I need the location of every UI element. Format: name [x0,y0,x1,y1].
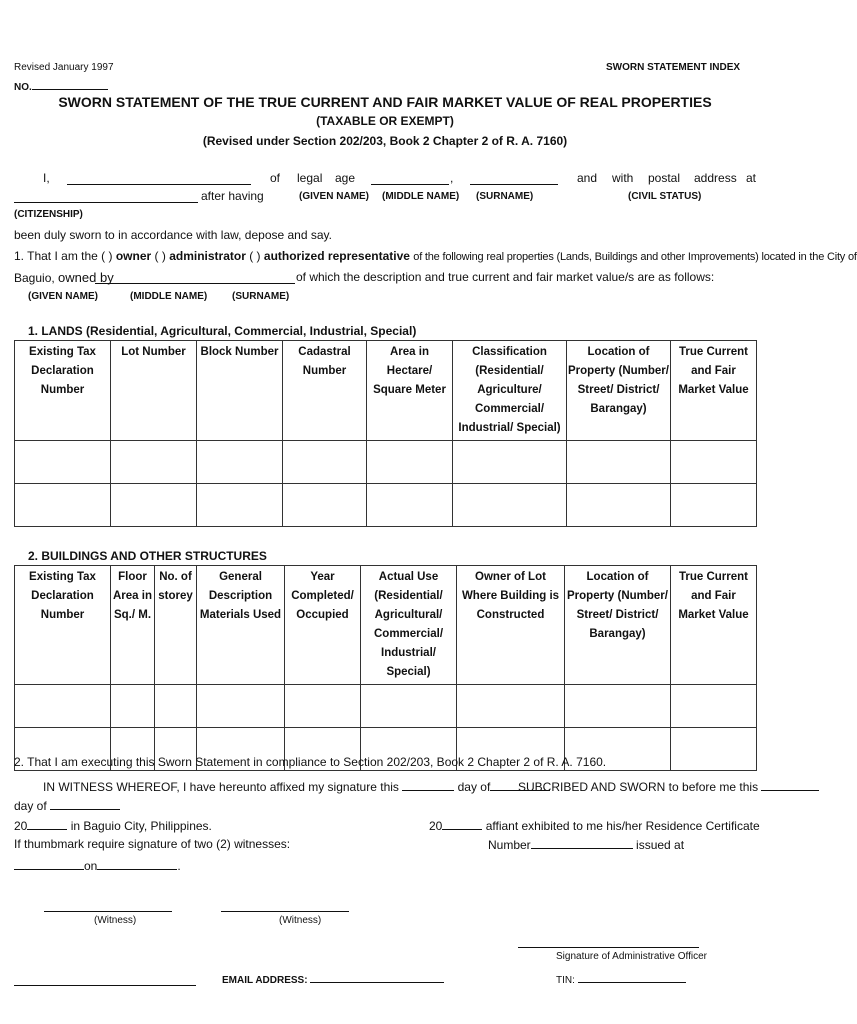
civil-status-line[interactable] [470,184,558,185]
number-text: Number [488,838,531,852]
label-given-name: (GIVEN NAME) [299,191,369,202]
taxable-or-exempt: (TAXABLE OR EXEMPT) [316,114,454,128]
buildings-col-tax-declaration: Existing Tax Declaration Number [15,566,111,685]
thumbmark-text: If thumbmark require signature of two (2) witnesses: [14,837,291,851]
intro-with: with [612,171,634,185]
buildings-table [14,565,757,771]
lands-col-classification: Classification (Residential/ Agriculture/ Commercial/ Industrial/ Special) [453,341,567,441]
table-row [15,441,757,484]
lands-header-row [15,341,757,441]
table-row [15,685,757,728]
buildings-col-market-value: True Current and Fair Market Value [671,566,757,685]
owner-middle-name-label: (MIDDLE NAME) [130,291,208,302]
email-line [222,971,444,986]
table-cell[interactable] [111,685,155,728]
document-number [14,78,108,93]
period-text: . [177,859,181,873]
label-middle-name: (MIDDLE NAME) [382,191,460,202]
intro-and: and [577,171,598,185]
table-cell[interactable] [671,441,757,484]
table-cell[interactable] [671,484,757,527]
witness-1-label: (Witness) [94,915,137,926]
sworn-text: been duly sworn to in accordance with law, depose and say. [14,228,332,242]
intro-age: age [335,171,356,185]
table-cell[interactable] [367,441,453,484]
tin-line [556,971,686,986]
table-cell[interactable] [671,728,757,771]
witness-whereof-text: IN WITNESS WHEREOF, I have hereunto affixed my signature this [43,780,399,794]
owner-option[interactable]: owner [115,249,152,263]
buildings-col-description: General Description Materials Used [197,566,285,685]
revised-under-section: (Revised under Section 202/203, Book 2 Chapter 2 of R. A. 7160) [202,134,568,148]
intro-at: at [746,171,757,185]
residence-number-line [488,837,684,852]
table-cell[interactable] [15,685,111,728]
table-cell[interactable] [283,484,367,527]
affiant-signature-line[interactable] [14,985,196,986]
issued-on-line [14,858,181,873]
clause-1-line [14,249,857,263]
label-citizenship: (CITIZENSHIP) [14,209,83,220]
intro-postal: postal [648,171,681,185]
subscribed-line [518,779,819,794]
table-cell[interactable] [453,441,567,484]
affiant-line [429,818,760,833]
day-of-text: day of [457,780,491,794]
affiant-text: affiant exhibited to me his/her Residence Certificate [485,819,760,833]
label-surname: (SURNAME) [476,191,534,202]
baguio-text: Baguio, [14,271,55,285]
day-of-text-2: day of [14,799,47,813]
owned-by-text: owned by [58,270,114,285]
witness-2-signature-line[interactable] [221,911,349,912]
name-line[interactable] [67,184,251,185]
page-title: SWORN STATEMENT OF THE TRUE CURRENT AND FAIR MARKET VALUE OF REAL PROPERTIES [58,94,712,110]
clause-1-rest: of the following real properties (Lands, Buildings and other Improvements) located in the City of [413,251,857,263]
tin-label: TIN: [556,975,575,986]
buildings-col-location: Location of Property (Number/ Street/ District/ Barangay) [565,566,671,685]
year-prefix: 20 [14,819,28,833]
admin-signature-line[interactable] [518,947,699,948]
signature-day-field[interactable] [402,779,454,791]
intro-i: I, [43,171,50,185]
table-cell[interactable] [567,441,671,484]
table-cell[interactable] [367,484,453,527]
age-line[interactable] [371,184,449,185]
intro-of: of [270,171,281,185]
lands-col-tax-declaration: Existing Tax Declaration Number [15,341,111,441]
witness-2-label: (Witness) [279,915,322,926]
administrator-option[interactable]: administrator [169,249,246,263]
email-field[interactable] [310,971,444,983]
subscribed-day-field[interactable] [761,779,819,791]
issued-date-field[interactable] [97,858,177,870]
table-cell[interactable] [111,441,197,484]
label-civil-status: (CIVIL STATUS) [628,191,702,202]
table-cell[interactable] [15,484,111,527]
buildings-heading: 2. BUILDINGS AND OTHER STRUCTURES [28,549,267,563]
table-cell[interactable] [361,685,457,728]
no-label: NO. [14,82,32,93]
subscribed-text: SUBCRIBED AND SWORN to before me this [518,780,759,794]
buildings-col-floor-area: Floor Area in Sq./ M. [111,566,155,685]
intro-address: address [694,171,737,185]
authorized-checkbox[interactable]: ( ) [249,249,261,263]
intro-comma: , [450,171,454,185]
year-field[interactable] [27,818,67,830]
buildings-header-row [15,566,757,685]
buildings-col-year: Year Completed/ Occupied [285,566,361,685]
table-cell[interactable] [283,441,367,484]
email-label: EMAIL ADDRESS: [222,975,308,986]
witness-whereof-line [43,779,550,794]
sworn-statement-index: SWORN STATEMENT INDEX [606,62,741,73]
lands-heading: 1. LANDS (Residential, Agricultural, Commercial, Industrial, Special) [28,324,417,338]
lands-col-block-number: Block Number [197,341,283,441]
owner-name-line[interactable] [95,283,295,284]
issued-place-field[interactable] [14,858,84,870]
description-text: of which the description and true current and fair market value/s are as follows: [296,270,715,284]
admin-signature-label: Signature of Administrative Officer [556,951,707,962]
year-line [14,818,212,833]
year-prefix-2: 20 [429,819,443,833]
revised-date: Revised January 1997 [14,62,114,73]
lands-col-area: Area in Hectare/ Square Meter [367,341,453,441]
on-text: on [84,859,98,873]
day-of-line [14,798,120,813]
owner-given-name-label: (GIVEN NAME) [28,291,98,302]
subscribed-month-field[interactable] [50,798,120,810]
buildings-col-actual-use: Actual Use (Residential/ Agricultural/ Commercial/ Industrial/ Special) [361,566,457,685]
lands-table [14,340,757,527]
administrator-checkbox[interactable]: ( ) [154,249,166,263]
table-cell[interactable] [457,685,565,728]
lands-col-location: Location of Property (Number/ Street/ District/ Barangay) [567,341,671,441]
buildings-col-lot-owner: Owner of Lot Where Building is Constructed [457,566,565,685]
owner-surname-label: (SURNAME) [232,291,290,302]
lands-col-cadastral-number: Cadastral Number [283,341,367,441]
table-cell[interactable] [285,685,361,728]
issued-at-text: issued at [636,838,685,852]
year-field-2[interactable] [442,818,482,830]
table-cell[interactable] [15,441,111,484]
in-baguio-text: in Baguio City, Philippines. [70,819,212,833]
clause-1-start: 1. That I am the ( ) [14,249,113,263]
table-cell[interactable] [155,685,197,728]
clause-2: 2. That I am executing this Sworn Statement in compliance to Section 202/203, Book 2 Chapter 2 of R. A. 7160. [14,755,607,769]
residence-number-field[interactable] [531,837,633,849]
lands-col-market-value: True Current and Fair Market Value [671,341,757,441]
lands-col-lot-number: Lot Number [111,341,197,441]
after-having: after having [201,189,264,203]
no-field[interactable] [32,78,108,90]
table-cell[interactable] [671,685,757,728]
authorized-option[interactable]: authorized representative [263,249,410,263]
table-cell[interactable] [197,484,283,527]
table-cell[interactable] [197,685,285,728]
table-cell[interactable] [565,685,671,728]
table-cell[interactable] [567,484,671,527]
intro-legal: legal [297,171,323,185]
table-row [15,484,757,527]
table-cell[interactable] [111,484,197,527]
table-cell[interactable] [453,484,567,527]
witness-1-signature-line[interactable] [44,911,172,912]
table-cell[interactable] [197,441,283,484]
tin-field[interactable] [578,971,686,983]
buildings-col-storey: No. of storey [155,566,197,685]
address-line[interactable] [14,202,198,203]
